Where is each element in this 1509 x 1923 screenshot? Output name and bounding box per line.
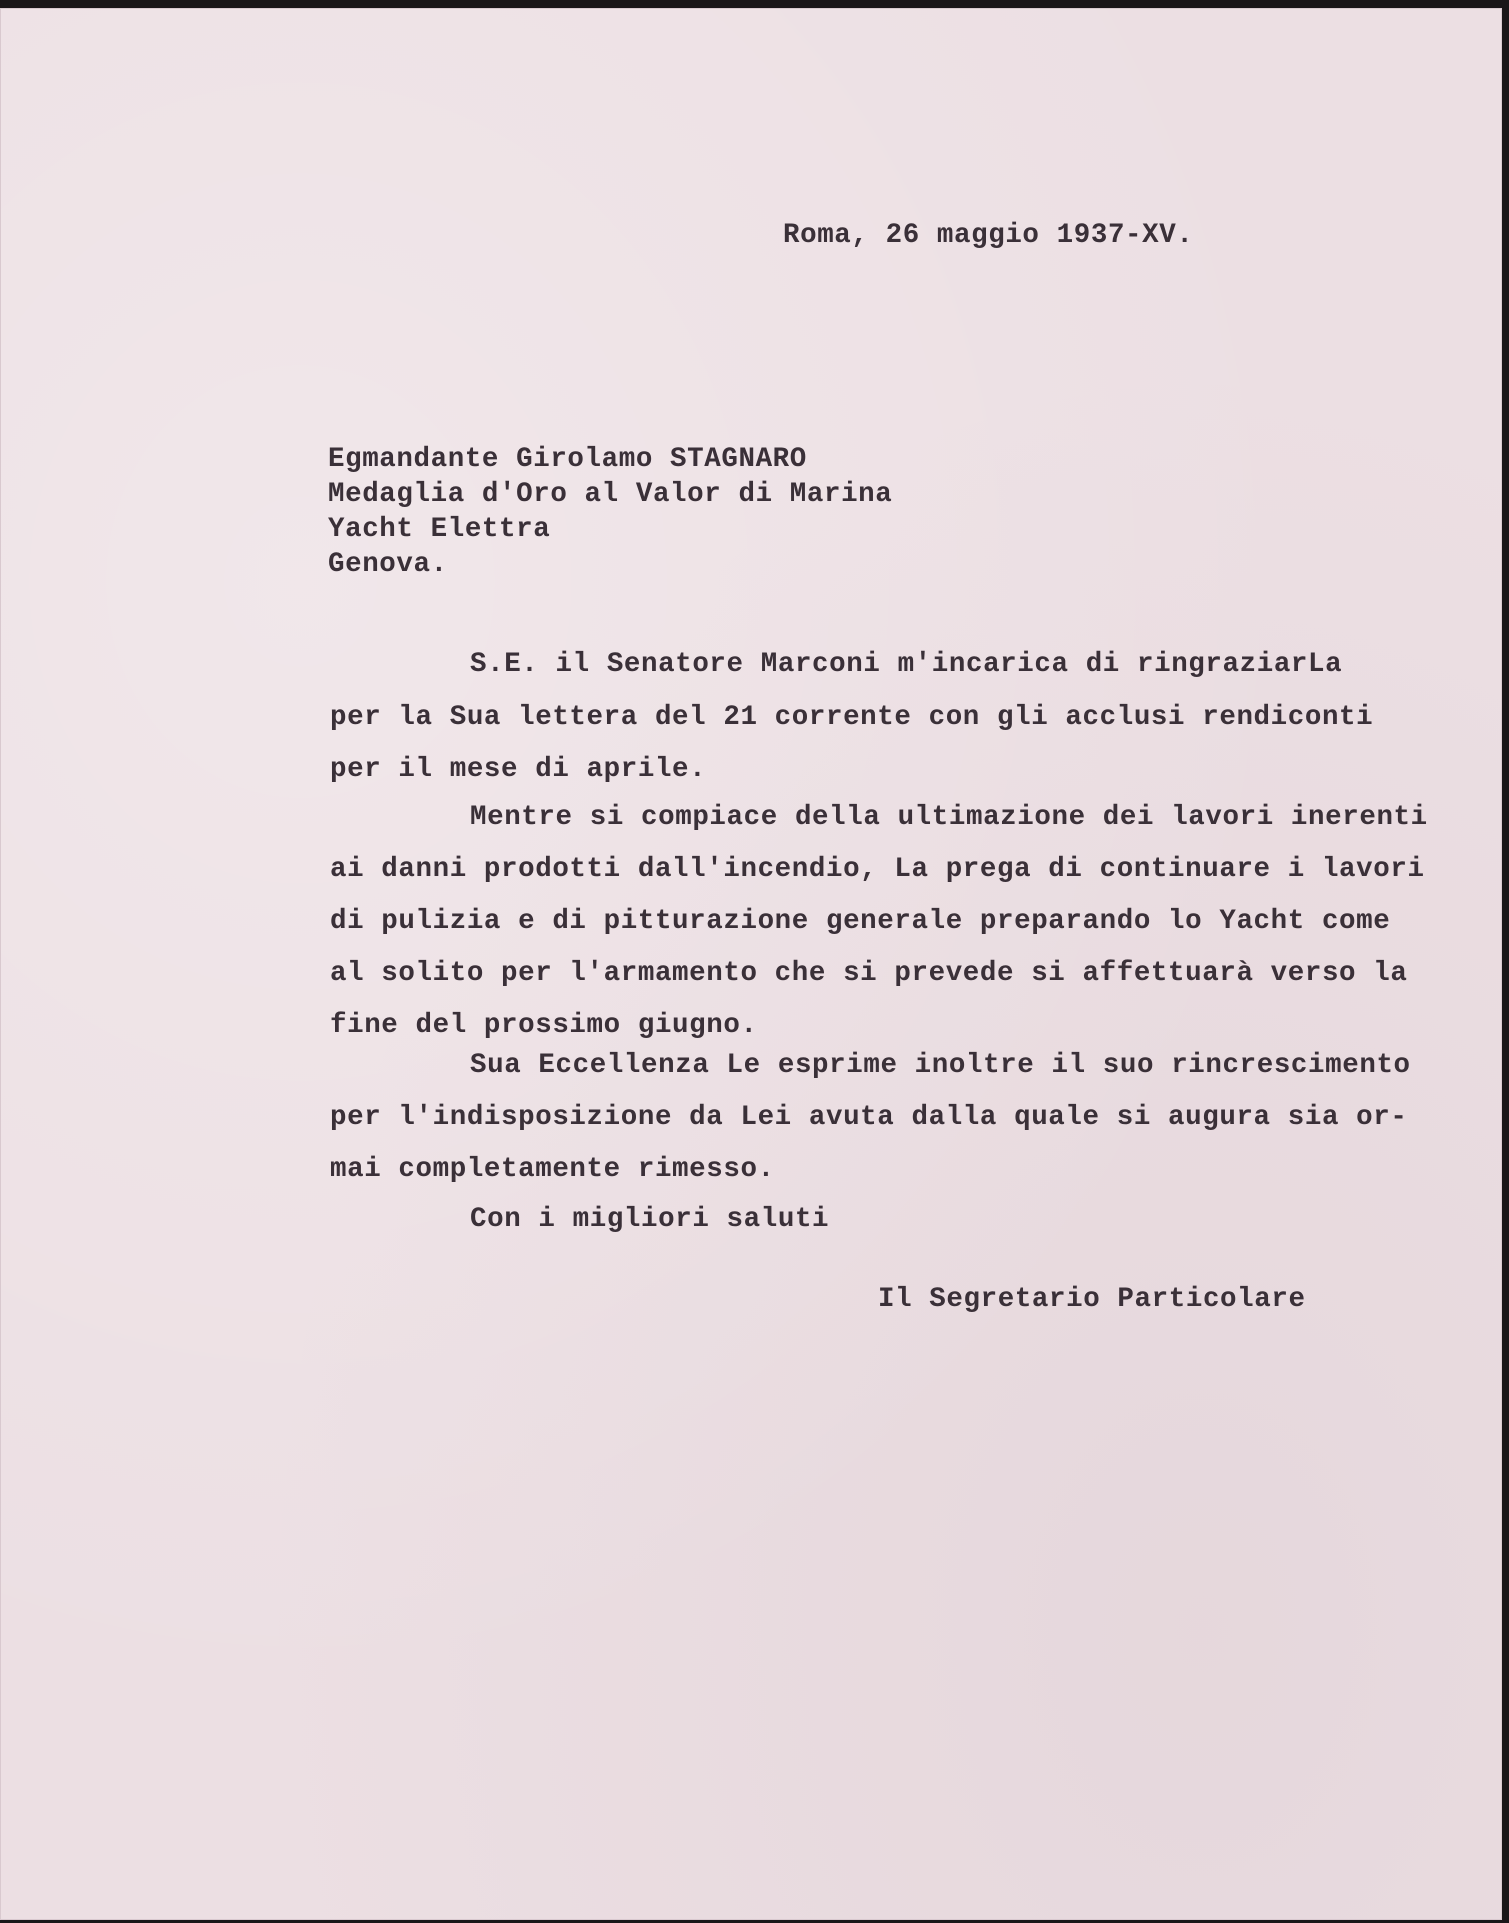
body-line: per l'indisposizione da Lei avuta dalla quale si augura sia or-	[330, 1102, 1408, 1133]
body-line: di pulizia e di pitturazione generale preparando lo Yacht come	[330, 906, 1391, 937]
body-line: Mentre si compiace della ultimazione dei lavori inerenti	[470, 802, 1428, 833]
recipient-vessel: Yacht Elettra	[328, 514, 551, 545]
recipient-name: Egmandante Girolamo STAGNARO	[328, 444, 807, 475]
body-line: ai danni prodotti dall'incendio, La prega di continuare i lavori	[330, 854, 1425, 885]
recipient-city: Genova.	[328, 549, 448, 580]
body-line: mai completamente rimesso.	[330, 1154, 775, 1185]
body-line: Sua Eccellenza Le esprime inoltre il suo rincrescimento	[470, 1050, 1411, 1081]
body-line: fine del prossimo giugno.	[330, 1010, 758, 1041]
body-line: S.E. il Senatore Marconi m'incarica di ringraziarLa	[470, 649, 1343, 680]
signature-line: Il Segretario Particolare	[878, 1284, 1306, 1315]
body-line: per la Sua lettera del 21 corrente con gli acclusi rendiconti	[330, 702, 1374, 733]
closing-line: Con i migliori saluti	[470, 1204, 830, 1235]
body-line: per il mese di aprile.	[330, 754, 707, 785]
recipient-title: Medaglia d'Oro al Valor di Marina	[328, 479, 893, 510]
body-line: al solito per l'armamento che si prevede si affettuarà verso la	[330, 958, 1408, 989]
letter-date: Roma, 26 maggio 1937-XV.	[783, 220, 1194, 251]
letter-page	[0, 8, 1502, 1920]
